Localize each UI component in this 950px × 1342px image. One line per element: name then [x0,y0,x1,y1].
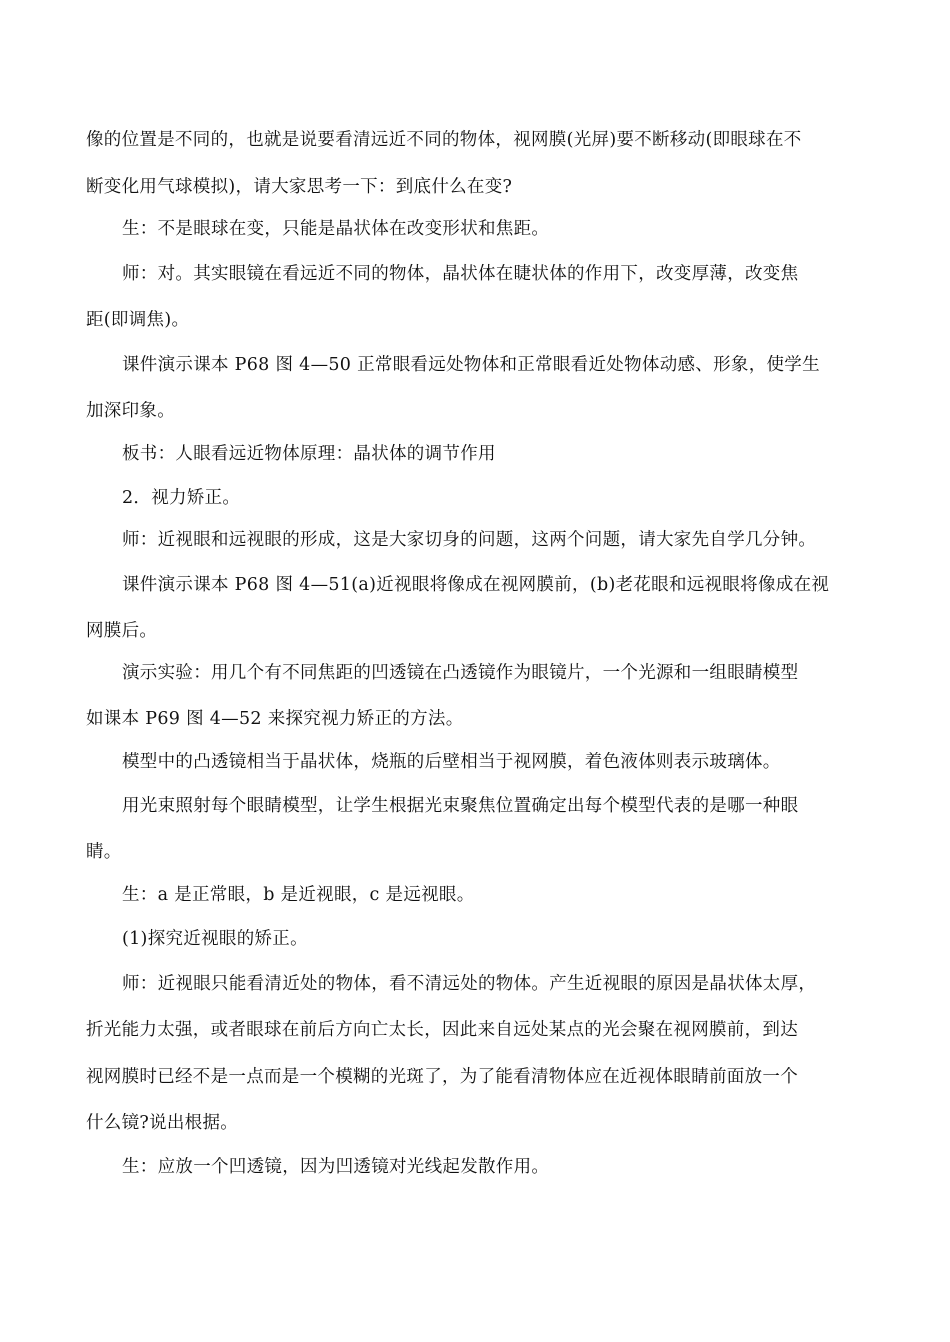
paragraph-line: 板书：人眼看远近物体原理：晶状体的调节作用 [122,444,496,464]
paragraph-line: 加深印象。 [86,401,175,421]
paragraph-line: (1)探究近视眼的矫正。 [122,929,308,949]
paragraph-line: 2．视力矫正。 [122,488,241,508]
paragraph-line: 生：a 是正常眼，b 是近视眼，c 是远视眼。 [122,885,475,905]
paragraph-line: 如课本 P69 图 4—52 来探究视力矫正的方法。 [86,709,464,729]
paragraph-line: 师：近视眼和远视眼的形成，这是大家切身的问题，这两个问题，请大家先自学几分钟。 [122,530,817,550]
paragraph-line: 师：近视眼只能看清近处的物体，看不清远处的物体。产生近视眼的原因是晶状体太厚， [122,974,817,994]
paragraph-line: 断变化用气球模拟)，请大家思考一下：到底什么在变? [86,177,513,197]
paragraph-line: 睛。 [86,842,122,862]
paragraph-line: 课件演示课本 P68 图 4—51(a)近视眼将像成在视网膜前，(b)老花眼和远视眼将像成在视 [122,575,830,595]
paragraph-line: 模型中的凸透镜相当于晶状体，烧瓶的后壁相当于视网膜，着色液体则表示玻璃体。 [122,752,781,772]
paragraph-line: 折光能力太强，或者眼球在前后方向亡太长，因此来自远处某点的光会聚在视网膜前，到达 [86,1020,798,1040]
paragraph-line: 什么镜?说出根据。 [86,1113,239,1133]
paragraph-line: 视网膜时已经不是一点而是一个模糊的光斑了，为了能看清物体应在近视体眼睛前面放一个 [86,1067,798,1087]
paragraph-line: 生：应放一个凹透镜，因为凹透镜对光线起发散作用。 [122,1157,550,1177]
paragraph-line: 演示实验：用几个有不同焦距的凹透镜在凸透镜作为眼镜片，一个光源和一组眼睛模型 [122,663,799,683]
paragraph-line: 师：对。其实眼镜在看远近不同的物体，晶状体在睫状体的作用下，改变厚薄，改变焦 [122,264,799,284]
paragraph-line: 用光束照射每个眼睛模型，让学生根据光束聚焦位置确定出每个模型代表的是哪一种眼 [122,796,799,816]
paragraph-line: 生：不是眼球在变，只能是晶状体在改变形状和焦距。 [122,219,550,239]
paragraph-line: 网膜后。 [86,621,158,641]
paragraph-line: 课件演示课本 P68 图 4—50 正常眼看远处物体和正常眼看近处物体动感、形象，使学生 [122,355,820,375]
paragraph-line: 像的位置是不同的，也就是说要看清远近不同的物体，视网膜(光屏)要不断移动(即眼球在不 [86,130,802,150]
paragraph-line: 距(即调焦)。 [86,310,190,330]
